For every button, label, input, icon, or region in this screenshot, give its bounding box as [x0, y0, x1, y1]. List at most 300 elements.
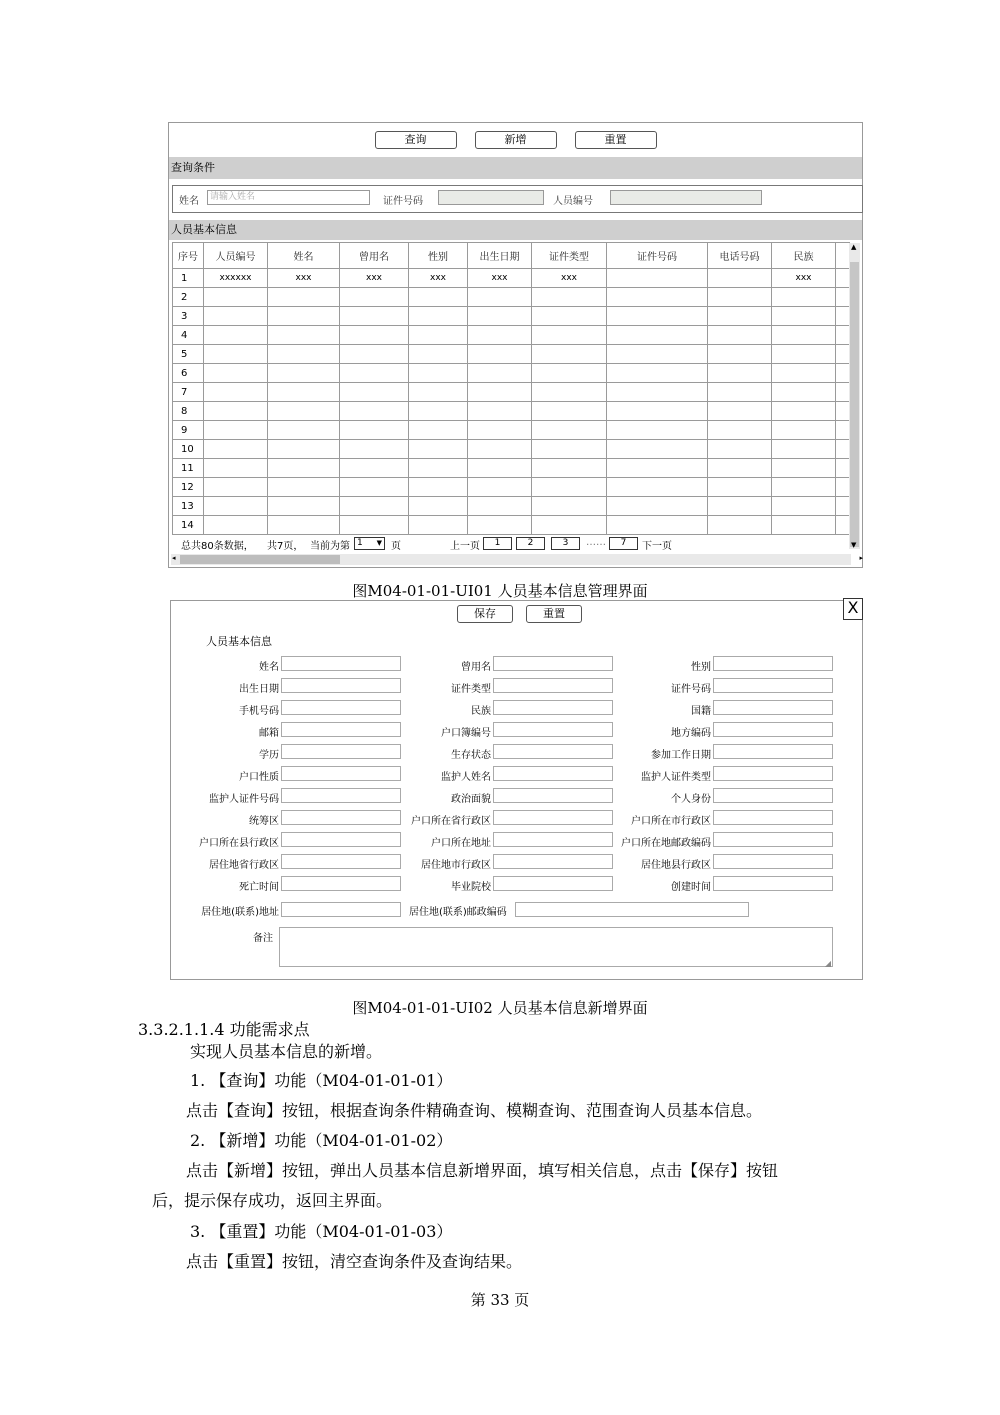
- table-cell: [340, 364, 409, 383]
- table-cell: [772, 478, 836, 497]
- table-cell: [409, 421, 468, 440]
- form-input[interactable]: [713, 854, 833, 869]
- page-select[interactable]: 1 ▼: [354, 537, 385, 550]
- table-cell: [468, 497, 532, 516]
- table-cell: [268, 345, 340, 364]
- table-cell: [607, 402, 708, 421]
- table-cell: [204, 440, 268, 459]
- id-number-input[interactable]: [438, 190, 544, 205]
- list-item: 1. 【查询】功能（M04-01-01-01）: [190, 1071, 453, 1090]
- row-index: 14: [173, 516, 204, 535]
- add-button[interactable]: 新增: [475, 131, 557, 149]
- column-header: 民族: [772, 243, 836, 269]
- save-button[interactable]: 保存: [457, 605, 513, 623]
- table-cell: [607, 364, 708, 383]
- table-cell: [532, 307, 607, 326]
- paragraph: 点击【重置】按钮，清空查询条件及查询结果。: [186, 1252, 523, 1271]
- field-label: 证件类型: [451, 684, 491, 695]
- table-cell: [268, 478, 340, 497]
- close-icon[interactable]: X: [843, 598, 863, 620]
- column-header: 序号: [173, 243, 204, 269]
- field-label: 监护人证件类型: [641, 772, 711, 783]
- form-input[interactable]: [493, 832, 613, 847]
- column-header: 电话号码: [708, 243, 772, 269]
- table-cell: xxxxxx: [204, 269, 268, 288]
- page-7-button[interactable]: 7: [609, 537, 638, 550]
- field-label: 备注: [253, 933, 273, 944]
- table-cell: [409, 345, 468, 364]
- staff-no-label: 人员编号: [553, 196, 593, 207]
- table-cell-filler: [836, 326, 850, 345]
- table-cell-filler: [836, 402, 850, 421]
- table-cell: [268, 307, 340, 326]
- table-cell: [268, 402, 340, 421]
- table-cell: [340, 459, 409, 478]
- table-cell: [468, 307, 532, 326]
- total-count: 总共80条数据，: [181, 541, 254, 552]
- paragraph: 后，提示保存成功，返回主界面。: [152, 1191, 393, 1210]
- pagination: [181, 535, 851, 551]
- table-row[interactable]: [173, 345, 850, 364]
- table-cell: [607, 383, 708, 402]
- table-cell: xxx: [340, 269, 409, 288]
- field-label: 生存状态: [451, 750, 491, 761]
- table-cell: xxx: [468, 269, 532, 288]
- horizontal-scrollbar[interactable]: [171, 554, 863, 565]
- table-cell: [268, 383, 340, 402]
- column-header: 性别: [409, 243, 468, 269]
- row-index: 1: [173, 269, 204, 288]
- table-cell: [409, 364, 468, 383]
- table-cell: [340, 478, 409, 497]
- form-input[interactable]: [493, 700, 613, 715]
- table-cell: [204, 288, 268, 307]
- form-input[interactable]: [281, 656, 401, 671]
- table-cell: [468, 326, 532, 345]
- person-table: [172, 242, 850, 535]
- scroll-right-icon[interactable]: ▸: [859, 554, 863, 562]
- table-cell: [340, 345, 409, 364]
- table-cell: [772, 345, 836, 364]
- form-input[interactable]: [281, 810, 401, 825]
- table-cell: [532, 440, 607, 459]
- current-page-suffix: 页: [391, 541, 401, 552]
- table-cell: [708, 307, 772, 326]
- table-cell: [607, 459, 708, 478]
- table-cell: [409, 497, 468, 516]
- table-cell: [532, 326, 607, 345]
- table-cell: [532, 383, 607, 402]
- table-cell: [708, 288, 772, 307]
- table-row[interactable]: [173, 516, 850, 535]
- form-input[interactable]: [281, 700, 401, 715]
- table-row[interactable]: [173, 288, 850, 307]
- table-cell: [204, 497, 268, 516]
- horizontal-scroll-thumb[interactable]: [180, 555, 340, 564]
- field-label: 邮箱: [259, 728, 279, 739]
- form-input[interactable]: [281, 832, 401, 847]
- form-input[interactable]: [493, 744, 613, 759]
- form-input[interactable]: [713, 678, 833, 693]
- page-3-button[interactable]: 3: [551, 537, 580, 550]
- row-index: 6: [173, 364, 204, 383]
- table-cell: [607, 497, 708, 516]
- table-cell: [340, 516, 409, 535]
- form-input[interactable]: [493, 678, 613, 693]
- form-input[interactable]: [493, 876, 613, 891]
- table-cell: [268, 516, 340, 535]
- paragraph: 实现人员基本信息的新增。: [190, 1042, 383, 1061]
- table-cell: [607, 269, 708, 288]
- form-input[interactable]: [281, 722, 401, 737]
- table-cell-filler: [836, 516, 850, 535]
- table-row[interactable]: [173, 459, 850, 478]
- person-management-screen: [168, 122, 863, 568]
- table-row[interactable]: [173, 326, 850, 345]
- form-input[interactable]: [281, 678, 401, 693]
- table-cell: [268, 421, 340, 440]
- table-cell-filler: [836, 345, 850, 364]
- form-input[interactable]: [281, 744, 401, 759]
- table-cell-filler: [836, 288, 850, 307]
- list-item: 2. 【新增】功能（M04-01-01-02）: [190, 1131, 453, 1150]
- table-cell: [708, 402, 772, 421]
- table-cell: [340, 440, 409, 459]
- section-heading: 3.3.2.1.1.4 功能需求点: [138, 1020, 310, 1039]
- table-cell: [204, 326, 268, 345]
- form-input[interactable]: [281, 854, 401, 869]
- table-cell: [607, 326, 708, 345]
- table-cell: [532, 364, 607, 383]
- toolbar: [169, 131, 862, 149]
- query-form: [172, 185, 863, 213]
- table-cell: xxx: [268, 269, 340, 288]
- table-cell: [708, 478, 772, 497]
- table-row[interactable]: [173, 307, 850, 326]
- table-row[interactable]: [173, 440, 850, 459]
- field-label: 民族: [471, 706, 491, 717]
- table-cell-filler: [836, 440, 850, 459]
- field-label: 居住地市行政区: [421, 860, 491, 871]
- table-cell: [772, 326, 836, 345]
- table-cell: [204, 421, 268, 440]
- table-cell: [607, 516, 708, 535]
- table-cell: [532, 288, 607, 307]
- table-row[interactable]: [173, 383, 850, 402]
- vertical-scroll-thumb[interactable]: [850, 262, 859, 547]
- table-cell-filler: [836, 497, 850, 516]
- form-input[interactable]: [493, 788, 613, 803]
- table-cell: [772, 516, 836, 535]
- table-row[interactable]: [173, 269, 850, 288]
- column-header: 证件类型: [532, 243, 607, 269]
- table-cell: [532, 459, 607, 478]
- table-cell: [607, 288, 708, 307]
- form-input[interactable]: [713, 810, 833, 825]
- table-cell: [204, 364, 268, 383]
- field-label: 户口簿编号: [441, 728, 491, 739]
- row-index: 3: [173, 307, 204, 326]
- remark-textarea[interactable]: [279, 927, 833, 967]
- table-cell: [468, 459, 532, 478]
- table-cell: [607, 421, 708, 440]
- dialog-toolbar: [457, 605, 582, 623]
- field-label: 创建时间: [671, 882, 711, 893]
- form-input[interactable]: [493, 810, 613, 825]
- table-cell-filler: [836, 383, 850, 402]
- table-cell: xxx: [532, 269, 607, 288]
- column-header: 出生日期: [468, 243, 532, 269]
- table-cell: [268, 497, 340, 516]
- row-index: 7: [173, 383, 204, 402]
- field-label: 地方编码: [671, 728, 711, 739]
- table-row[interactable]: [173, 478, 850, 497]
- table-cell: [340, 421, 409, 440]
- vertical-scrollbar[interactable]: [849, 243, 860, 549]
- table-cell: [772, 459, 836, 478]
- table-cell: [772, 383, 836, 402]
- table-cell-filler: [836, 269, 850, 288]
- table-cell: [532, 345, 607, 364]
- table-cell: xxx: [772, 269, 836, 288]
- field-label: 统筹区: [249, 816, 279, 827]
- table-cell-filler: [836, 421, 850, 440]
- form-input[interactable]: [713, 766, 833, 781]
- table-cell-filler: [836, 478, 850, 497]
- column-header: 曾用名: [340, 243, 409, 269]
- field-label: 居住地(联系)地址: [201, 907, 279, 918]
- field-label: 户口所在省行政区: [411, 816, 491, 827]
- field-label: 居住地县行政区: [641, 860, 711, 871]
- table-cell: [340, 326, 409, 345]
- table-cell: [532, 402, 607, 421]
- table-cell: [468, 288, 532, 307]
- form-input[interactable]: [493, 854, 613, 869]
- field-label: 户口性质: [239, 772, 279, 783]
- scroll-down-icon[interactable]: ▼: [851, 541, 857, 549]
- postcode-input[interactable]: [515, 902, 749, 917]
- page-1-button[interactable]: 1: [483, 537, 512, 550]
- query-section-header: 查询条件: [169, 157, 862, 179]
- resize-handle-icon[interactable]: ◢: [824, 959, 831, 968]
- chevron-down-icon: ▼: [376, 539, 382, 547]
- field-label: 居住地省行政区: [209, 860, 279, 871]
- field-label: 监护人证件号码: [209, 794, 279, 805]
- field-label: 国籍: [691, 706, 711, 717]
- table-cell: [204, 383, 268, 402]
- table-cell: [204, 516, 268, 535]
- table-cell: [340, 307, 409, 326]
- table-cell: [340, 402, 409, 421]
- page-count: 共7页，: [267, 541, 304, 552]
- table-cell: [204, 307, 268, 326]
- list-item: 3. 【重置】功能（M04-01-01-03）: [190, 1222, 453, 1241]
- table-cell: [204, 402, 268, 421]
- form-input[interactable]: [281, 788, 401, 803]
- table-cell: [708, 516, 772, 535]
- page-footer: 第 33 页: [470, 1291, 530, 1309]
- next-page-link[interactable]: 下一页: [642, 541, 672, 552]
- row-index: 5: [173, 345, 204, 364]
- field-label: 学历: [259, 750, 279, 761]
- table-cell: [268, 364, 340, 383]
- name-input[interactable]: 请输入姓名: [207, 190, 370, 205]
- column-header-filler: [836, 243, 850, 269]
- field-label: 户口所在地邮政编码: [621, 838, 711, 849]
- table-cell: [708, 440, 772, 459]
- address-input[interactable]: [281, 902, 401, 917]
- field-label: 死亡时间: [239, 882, 279, 893]
- table-cell: [532, 421, 607, 440]
- table-cell: [708, 345, 772, 364]
- table-row[interactable]: [173, 421, 850, 440]
- table-cell: [772, 497, 836, 516]
- staff-no-input[interactable]: [610, 190, 762, 205]
- table-cell: [468, 402, 532, 421]
- field-label: 毕业院校: [451, 882, 491, 893]
- reset-button[interactable]: 重置: [575, 131, 657, 149]
- table-cell: [772, 307, 836, 326]
- table-cell: [409, 478, 468, 497]
- page-2-button[interactable]: 2: [516, 537, 545, 550]
- form-input[interactable]: [281, 876, 401, 891]
- table-cell: [268, 288, 340, 307]
- table-cell: [468, 516, 532, 535]
- row-index: 12: [173, 478, 204, 497]
- table-cell: [772, 288, 836, 307]
- table-cell: [607, 307, 708, 326]
- row-index: 4: [173, 326, 204, 345]
- form-input[interactable]: [713, 744, 833, 759]
- table-cell: [204, 459, 268, 478]
- field-label: 户口所在地址: [431, 838, 491, 849]
- table-cell: [772, 421, 836, 440]
- table-cell: [532, 478, 607, 497]
- table-cell: [708, 326, 772, 345]
- table-cell: [468, 478, 532, 497]
- figure-caption-ui02: 图M04-01-01-UI02 人员基本信息新增界面: [352, 999, 648, 1017]
- field-label: 姓名: [259, 662, 279, 673]
- table-cell: [532, 497, 607, 516]
- row-index: 2: [173, 288, 204, 307]
- field-label: 手机号码: [239, 706, 279, 717]
- field-label: 政治面貌: [451, 794, 491, 805]
- table-cell: [708, 383, 772, 402]
- table-cell-filler: [836, 459, 850, 478]
- dialog-section-title: 人员基本信息: [206, 635, 272, 648]
- table-cell: [708, 459, 772, 478]
- table-cell: [708, 497, 772, 516]
- table-cell: [409, 459, 468, 478]
- table-cell-filler: [836, 364, 850, 383]
- row-index: 13: [173, 497, 204, 516]
- field-label: 个人身份: [671, 794, 711, 805]
- row-index: 9: [173, 421, 204, 440]
- table-cell: [468, 345, 532, 364]
- table-cell: [708, 421, 772, 440]
- table-row[interactable]: [173, 364, 850, 383]
- field-label: 证件号码: [671, 684, 711, 695]
- prev-page-link[interactable]: 上一页: [450, 541, 480, 552]
- column-header: 证件号码: [607, 243, 708, 269]
- table-cell: [340, 383, 409, 402]
- form-input[interactable]: [713, 876, 833, 891]
- query-button[interactable]: 查询: [375, 131, 457, 149]
- current-page-prefix: 当前为第: [310, 541, 350, 552]
- field-label: 户口所在市行政区: [631, 816, 711, 827]
- paragraph: 点击【新增】按钮，弹出人员基本信息新增界面，填写相关信息，点击【保存】按钮: [186, 1161, 779, 1180]
- table-cell-filler: [836, 307, 850, 326]
- info-section-header: 人员基本信息: [169, 220, 862, 240]
- table-cell: [268, 326, 340, 345]
- table-cell: [409, 307, 468, 326]
- id-number-label: 证件号码: [383, 196, 423, 207]
- form-input[interactable]: [281, 766, 401, 781]
- table-cell: [409, 402, 468, 421]
- form-input[interactable]: [713, 656, 833, 671]
- table-cell: [607, 478, 708, 497]
- column-header: 人员编号: [204, 243, 268, 269]
- table-cell: [772, 402, 836, 421]
- table-cell: [468, 440, 532, 459]
- paragraph: 点击【查询】按钮，根据查询条件精确查询、模糊查询、范围查询人员基本信息。: [186, 1101, 763, 1120]
- table-cell: [204, 478, 268, 497]
- table-cell: [607, 345, 708, 364]
- form-input[interactable]: [713, 700, 833, 715]
- field-label: 监护人姓名: [441, 772, 491, 783]
- table-cell: [708, 364, 772, 383]
- table-cell: [409, 383, 468, 402]
- column-header: 姓名: [268, 243, 340, 269]
- scroll-left-icon[interactable]: ◂: [172, 554, 176, 562]
- form-input[interactable]: [493, 722, 613, 737]
- table-cell: [468, 421, 532, 440]
- table-row[interactable]: [173, 497, 850, 516]
- dialog-reset-button[interactable]: 重置: [526, 605, 582, 623]
- table-cell: [409, 440, 468, 459]
- row-index: 10: [173, 440, 204, 459]
- form-input[interactable]: [713, 788, 833, 803]
- form-input[interactable]: [713, 722, 833, 737]
- field-label: 曾用名: [461, 662, 491, 673]
- scroll-up-icon[interactable]: ▲: [851, 243, 857, 251]
- table-cell: [468, 364, 532, 383]
- form-input[interactable]: [713, 832, 833, 847]
- form-input[interactable]: [493, 656, 613, 671]
- field-label: 户口所在县行政区: [199, 838, 279, 849]
- table-cell: [409, 326, 468, 345]
- table-cell: [409, 516, 468, 535]
- page-ellipsis: ……: [586, 537, 606, 548]
- field-label: 参加工作日期: [651, 750, 711, 761]
- table-header: [173, 243, 850, 269]
- table-cell: [340, 497, 409, 516]
- table-cell: [772, 364, 836, 383]
- table-cell: [340, 288, 409, 307]
- row-index: 11: [173, 459, 204, 478]
- table-cell: xxx: [409, 269, 468, 288]
- figure-caption-ui01: 图M04-01-01-UI01 人员基本信息管理界面: [352, 582, 648, 600]
- table-row[interactable]: [173, 402, 850, 421]
- table-cell: [708, 269, 772, 288]
- person-add-dialog: [170, 600, 863, 980]
- field-label: 出生日期: [239, 684, 279, 695]
- table-cell: [409, 288, 468, 307]
- table-cell: [772, 440, 836, 459]
- table-cell: [532, 516, 607, 535]
- form-input[interactable]: [493, 766, 613, 781]
- table-cell: [268, 459, 340, 478]
